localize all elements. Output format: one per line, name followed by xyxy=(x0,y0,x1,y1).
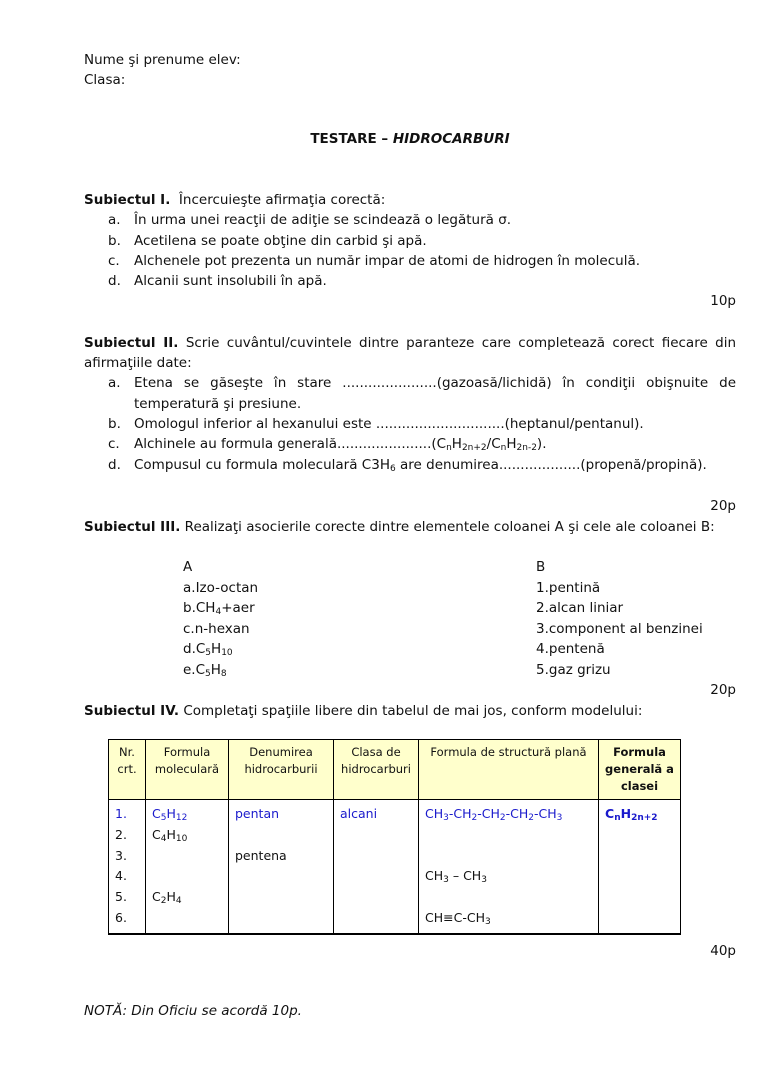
th-structure: Formula de structură plană xyxy=(419,740,599,800)
page-title: TESTARE – HIDROCARBURI xyxy=(310,131,510,147)
s3-heading: Subiectul III. Realizaţi asocierile corecte dintre elementele coloanei A şi cele ale coloanei B: xyxy=(84,519,715,535)
s1-item-b: b. Acetilena se poate obţine din carbid şi apă. xyxy=(108,233,427,249)
s3-points: 20p xyxy=(710,682,736,698)
s3-col-a-item: $d.C_5H_{10}$ xyxy=(183,641,233,658)
s3-col-a-item: a.Izo-octan xyxy=(183,580,259,596)
class-label: Clasa: xyxy=(84,72,126,88)
s2-heading-cont: afirmaţiile date: xyxy=(84,355,192,371)
s3-col-a-item: c.n-hexan xyxy=(183,621,250,637)
s2-item-b: b. Omologul inferior al hexanului este ..............................(heptanul/pentanul). xyxy=(108,416,644,432)
s2-points: 20p xyxy=(710,498,736,514)
s3-col-b-item: 5.gaz grizu xyxy=(536,662,611,678)
s3-col-b-item: 4.pentenă xyxy=(536,641,605,657)
s3-col-b-item: 2.alcan liniar xyxy=(536,600,624,616)
col-name: pentan pentena xyxy=(229,800,334,934)
s4-heading: Subiectul IV. Completaţi spaţiile libere din tabelul de mai jos, conform modelului: xyxy=(84,703,643,719)
s2-item-a-cont: temperatură şi presiune. xyxy=(134,396,302,412)
th-nr: Nr. crt. xyxy=(109,740,146,800)
hydrocarbon-table xyxy=(108,739,681,935)
s1-item-c: c. Alchenele pot prezenta un număr impar de atomi de hidrogen în moleculă. xyxy=(108,253,641,269)
col-nr: 1. 2. 3. 4. 5. 6. xyxy=(109,800,146,934)
s3-col-b-item: 1.pentină xyxy=(536,580,601,596)
col-general: $C_nH_{2n+2}$ xyxy=(599,800,681,934)
s2-heading: Subiectul II. Scrie cuvântul/cuvintele dintre paranteze care completează corect fiecare din xyxy=(84,335,736,351)
s4-points: 40p xyxy=(710,943,736,959)
col-structure: $CH_3-CH_2-CH_2-CH_2-CH_3$ $CH_3 - CH_3$ $CH\equiv C-CH_3$ xyxy=(419,800,599,934)
s1-item-d: d. Alcanii sunt insolubili în apă. xyxy=(108,273,327,289)
s2-item-a: a. Etena se găseşte în stare ......................(gazoasă/lichidă) în condiţii obişnuite de xyxy=(108,375,736,391)
student-name-label: Nume şi prenume elev: xyxy=(84,52,241,68)
th-formula: Formula moleculară xyxy=(146,740,229,800)
s3-col-b-item: 3.component al benzinei xyxy=(536,621,703,637)
s3-col-a-header: A xyxy=(183,559,193,575)
s3-col-a-item: $e.C_5H_8$ xyxy=(183,662,227,679)
s1-points: 10p xyxy=(710,293,736,309)
s2-item-d: d. Compusul cu formula moleculară $C3H_6$ are denumirea...................(propenă/propină). xyxy=(108,457,707,474)
s3-col-b-header: B xyxy=(536,559,546,575)
th-general: Formula generală a clasei xyxy=(599,740,681,800)
th-class: Clasa de hidrocarburi xyxy=(334,740,419,800)
s3-col-a-item: $b.CH_4+aer$ xyxy=(183,600,255,617)
s2-item-c: c. Alchinele au formula $generală......................(C_nH_{2n+2}/C_nH_{2n-2})$. xyxy=(108,436,547,453)
col-formula: $C_5H_{12}$ $C_4H_{10}$ $C_2H_4$ xyxy=(146,800,229,934)
col-class: alcani xyxy=(334,800,419,934)
th-name: Denumirea hidrocarburii xyxy=(229,740,334,800)
s1-item-a: a. În urma unei reacţii de adiţie se scindează o legătură σ. xyxy=(108,212,512,228)
note: NOTĂ: Din Oficiu se acordă 10p. xyxy=(84,1003,302,1019)
s1-heading: Subiectul I. Încercuieşte afirmaţia corectă: xyxy=(84,192,386,208)
